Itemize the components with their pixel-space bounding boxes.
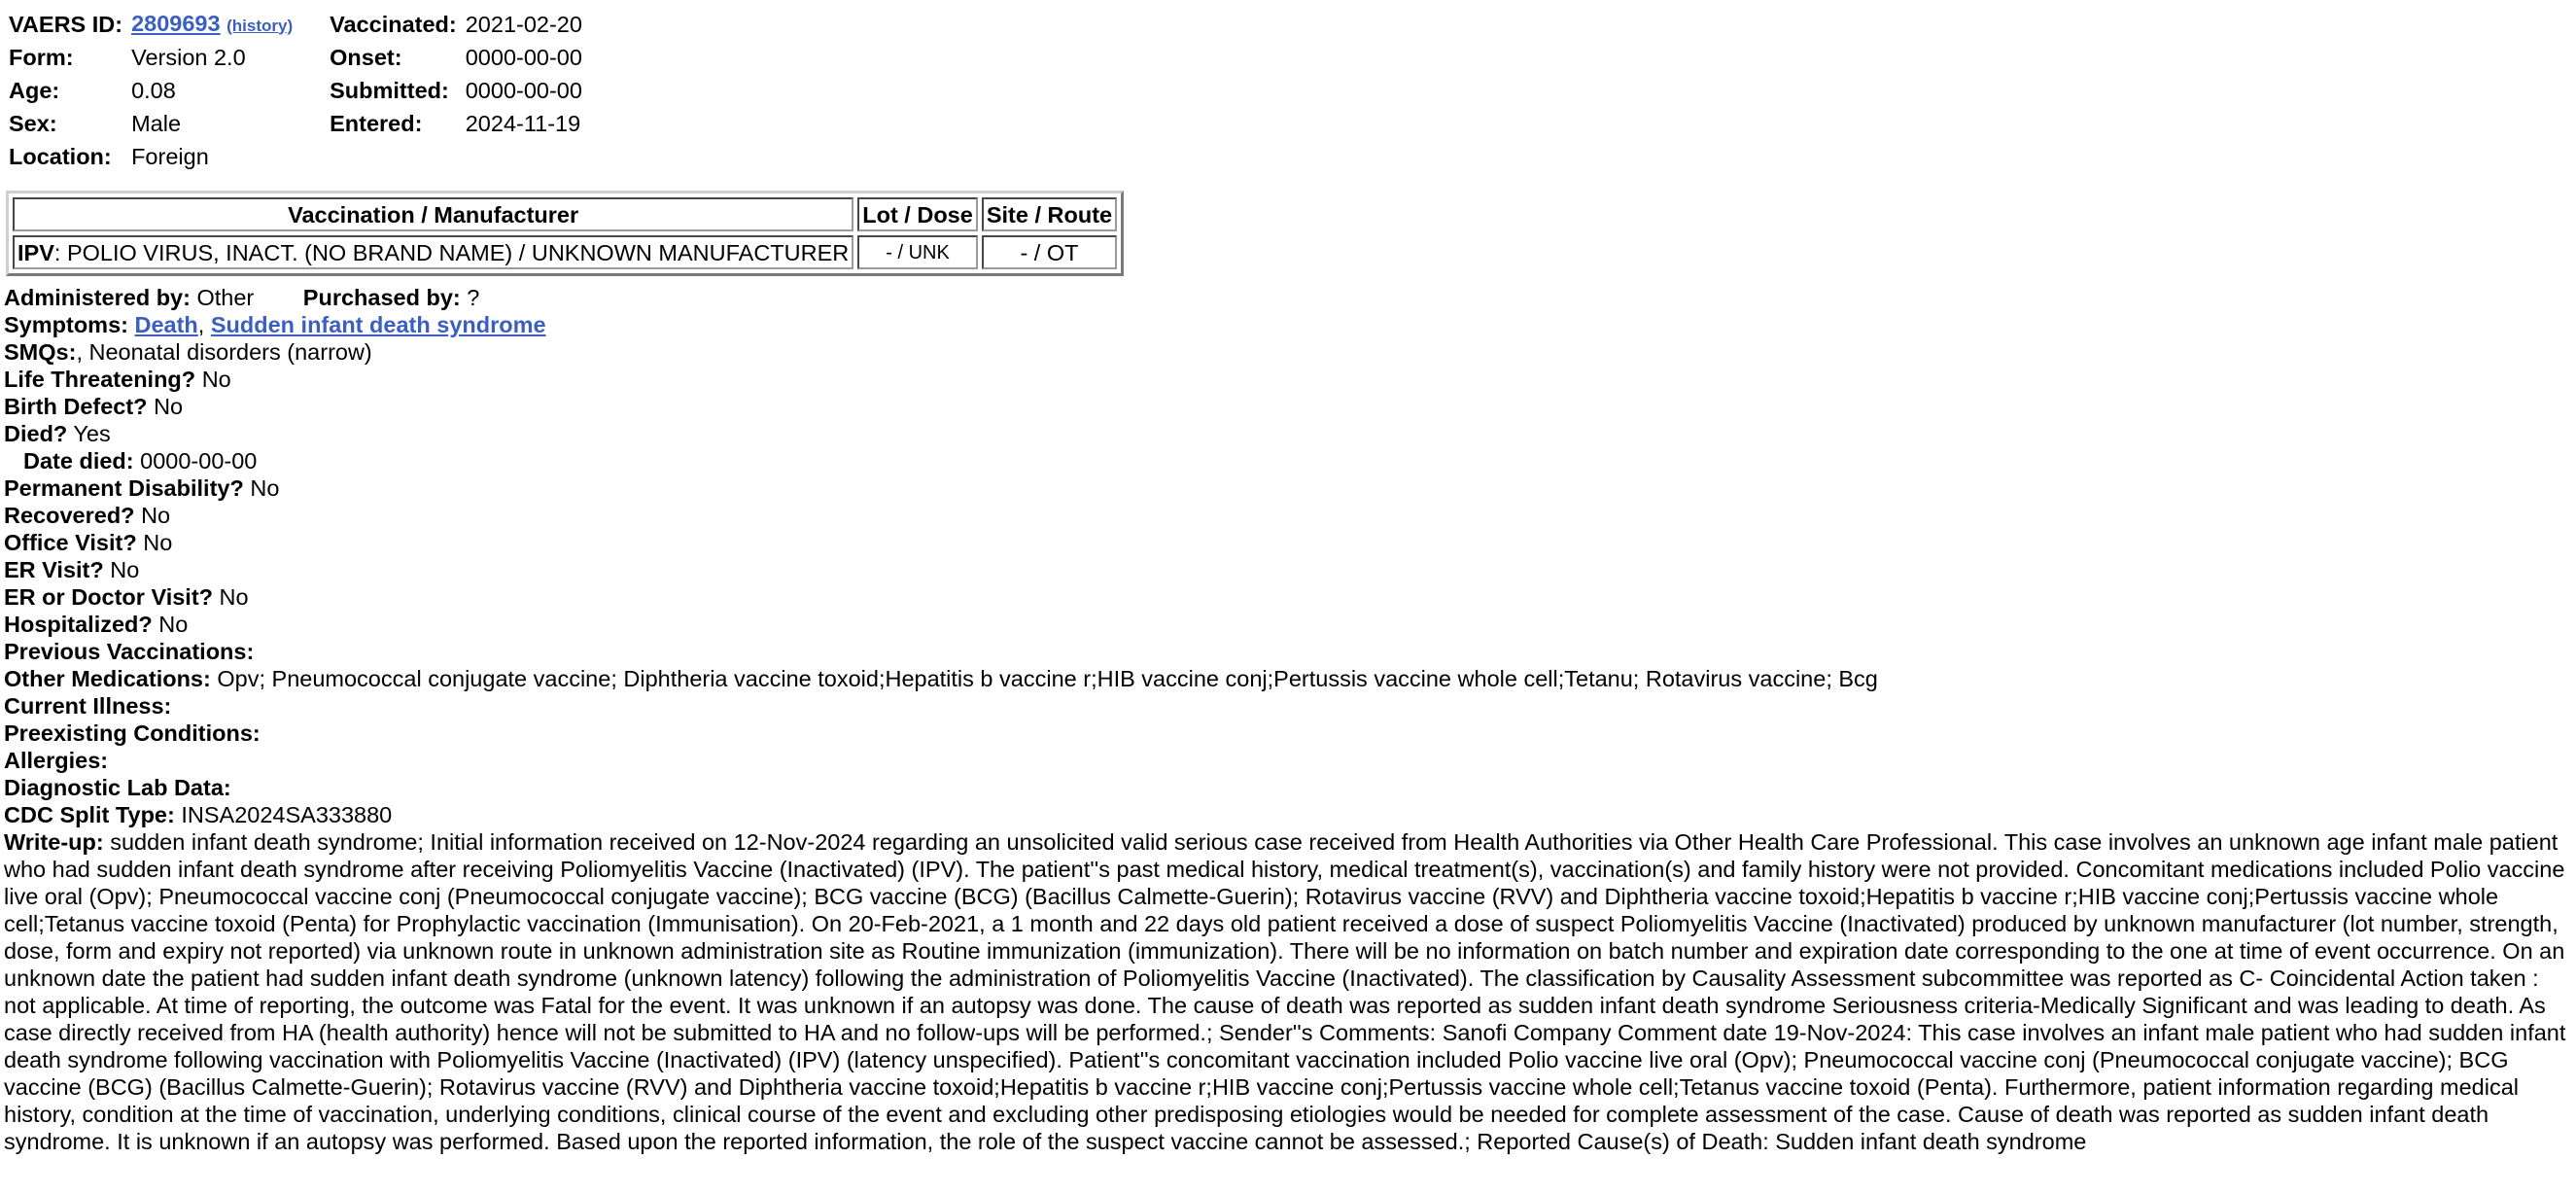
date-died-row <box>4 447 2570 474</box>
recovered-label: Recovered? <box>4 503 135 528</box>
onset-value: 0000-00-00 <box>465 45 582 70</box>
birth-defect-value: No <box>154 394 184 419</box>
purchased-label: Purchased by: <box>302 285 461 310</box>
vaccination-table-header <box>13 197 1117 231</box>
location-value: Foreign <box>131 144 209 169</box>
vaccine-description: : POLIO VIRUS, INACT. (NO BRAND NAME) / UNKNOWN MANUFACTURER <box>53 239 850 265</box>
office-visit-row <box>4 529 2570 556</box>
submitted-value: 0000-00-00 <box>465 78 582 103</box>
other-medications-label: Other Medications: <box>4 666 211 691</box>
col-vaccination-manufacturer: Vaccination / Manufacturer <box>13 197 853 231</box>
writeup-text: sudden infant death syndrome; Initial information received on 12-Nov-2024 regarding an unsolicited valid serious case received from Health Authorities via Other Health Care Professional. This case involves an unknown age infant male patient who had sudden infant death syndrome after receiving Poliomyelitis Vaccine (Inactivated) (IPV). The patient''s past medical history, medical treatment(s), vaccination(s) and family history were not provided. Concomitant medications included Polio vaccine live oral (Opv); Pneumococcal vaccine conj (Pneumococcal conjugate vaccine); BCG vaccine (BCG) (Bacillus Calmette-Guerin); Rotavirus vaccine (RVV) and Diphtheria vaccine toxoid;Hepatitis b vaccine r;HIB vaccine conj;Pertussis vaccine whole cell;Tetanus vaccine toxoid (Penta) for Prophylactic vaccination (Immunisation). On 20-Feb-2021, a 1 month and 22 days old patient received a dose of suspect Poliomyelitis Vaccine (Inactivated) produced by unknown manufacturer (lot number, strength, dose, form and expiry not reported) via unknown route in unknown administration site as Routine immunization (immunization). There will be no information on batch number and expiration date corresponding to the one at time of event occurrence. On an unknown date the patient had sudden infant death syndrome (unknown latency) following the administration of Poliomyelitis Vaccine (Inactivated). The classification by Causality Assessment subcommittee was reported as C- Coincidental Action taken : not applicable. At time of reporting, the outcome was Fatal for the event. It was unknown if an autopsy was done. The cause of death was reported as sudden infant death syndrome Seriousness criteria-Medically Significant and was leading to death. As case directly received from HA (health authority) hence will not be submitted to HA and no follow-ups will be performed.; Sender''s Comments: Sanofi Company Comment date 19-Nov-2024: This case involves an infant male patient who had sudden infant death syndrome following vaccination with Poliomyelitis Vaccine (Inactivated) (IPV) (latency unspecified). Patient''s concomitant vaccination included Polio vaccine live oral (Opv); Pneumococcal vaccine conj (Pneumococcal conjugate vaccine); BCG vaccine (BCG) (Bacillus Calmette-Guerin); Rotavirus vaccine (RVV) and Diphtheria vaccine toxoid;Hepatitis b vaccine r;HIB vaccine conj;Pertussis vaccine whole cell;Tetanus vaccine toxoid (Penta). Furthermore, patient information regarding medical history, condition at the time of vaccination, underlying conditions, clinical course of the event and excluding other predisposing etiologies would be needed for complete assessment of the case. Cause of death was reported as sudden infant death syndrome. It is unknown if an autopsy was performed. Based upon the reported information, the role of the suspect vaccine cannot be assessed.; Reported Cause(s) of Death: Sudden infant death syndrome <box>4 829 2566 1154</box>
writeup-block <box>4 828 2570 1155</box>
permanent-disability-value: No <box>250 475 280 501</box>
submitted-label: Submitted: <box>330 78 449 103</box>
symptom-sids-link[interactable]: Sudden infant death syndrome <box>210 312 546 337</box>
office-visit-label: Office Visit? <box>4 530 137 555</box>
diagnostic-lab-row <box>4 774 2570 801</box>
onset-label: Onset: <box>330 45 402 70</box>
cdc-split-type-label: CDC Split Type: <box>4 802 175 827</box>
date-died-label: Date died: <box>23 448 134 474</box>
recovered-row <box>4 502 2570 529</box>
hospitalized-row <box>4 611 2570 638</box>
writeup-label: Write-up: <box>4 829 104 855</box>
report-header <box>6 8 588 173</box>
current-illness-label: Current Illness: <box>4 693 172 719</box>
cdc-split-type-row <box>4 801 2570 828</box>
lot-dose-cell: - / UNK <box>857 235 978 269</box>
symptoms-label: Symptoms: <box>4 312 128 337</box>
er-doctor-visit-value: No <box>219 584 249 610</box>
previous-vaccinations-label: Previous Vaccinations: <box>4 639 255 664</box>
died-row <box>4 420 2570 447</box>
current-illness-row <box>4 692 2570 720</box>
form-value: Version 2.0 <box>131 45 246 70</box>
vaers-id-link[interactable]: 2809693 <box>131 10 221 36</box>
recovered-value: No <box>141 503 171 528</box>
location-label: Location: <box>9 144 112 169</box>
hospitalized-label: Hospitalized? <box>4 612 153 637</box>
history-link[interactable]: (history) <box>226 16 294 35</box>
died-value: Yes <box>73 421 111 446</box>
purchased-value: ? <box>467 285 480 310</box>
er-visit-label: ER Visit? <box>4 557 104 582</box>
life-threatening-label: Life Threatening? <box>4 367 196 392</box>
symptom-separator: , <box>197 312 205 337</box>
symptom-death-link[interactable]: Death <box>134 312 198 337</box>
cdc-split-type-value: INSA2024SA333880 <box>181 802 393 827</box>
sex-label: Sex: <box>9 111 57 136</box>
birth-defect-row <box>4 393 2570 420</box>
hospitalized-value: No <box>158 612 189 637</box>
allergies-row <box>4 747 2570 774</box>
er-visit-row <box>4 556 2570 583</box>
er-visit-value: No <box>110 557 140 582</box>
form-label: Form: <box>9 45 74 70</box>
sex-value: Male <box>131 111 182 136</box>
entered-value: 2024-11-19 <box>465 111 581 136</box>
life-threatening-row <box>4 366 2570 393</box>
other-medications-row <box>4 665 2570 692</box>
vaers-id-cell <box>128 8 298 41</box>
preexisting-conditions-label: Preexisting Conditions: <box>4 720 261 746</box>
age-value: 0.08 <box>131 78 176 103</box>
col-lot-dose: Lot / Dose <box>857 197 978 231</box>
vaers-id-label: VAERS ID: <box>9 12 123 37</box>
allergies-label: Allergies: <box>4 748 109 773</box>
vaccine-cell <box>13 235 853 269</box>
smqs-label: SMQs: <box>4 339 77 365</box>
entered-label: Entered: <box>330 111 423 136</box>
col-site-route: Site / Route <box>982 197 1117 231</box>
previous-vaccinations-row <box>4 638 2570 665</box>
other-medications-value: Opv; Pneumococcal conjugate vaccine; Diphtheria vaccine toxoid;Hepatitis b vaccine r;HIB vaccine conj;Pertussis vaccine whole cell;Tetanu; Rotavirus vaccine; Bcg <box>217 666 1878 691</box>
smqs-row <box>4 338 2570 366</box>
smqs-value: , Neonatal disorders (narrow) <box>76 339 372 365</box>
er-doctor-visit-label: ER or Doctor Visit? <box>4 584 214 610</box>
vaccination-table <box>6 191 1124 276</box>
office-visit-value: No <box>143 530 173 555</box>
report-details <box>4 284 2570 1155</box>
symptoms-row <box>4 311 2570 338</box>
preexisting-conditions-row <box>4 720 2570 747</box>
vaccinated-value: 2021-02-20 <box>465 12 582 37</box>
administered-row <box>4 284 2570 311</box>
administered-value: Other <box>196 285 255 310</box>
administered-label: Administered by: <box>4 285 191 310</box>
permanent-disability-label: Permanent Disability? <box>4 475 244 501</box>
date-died-value: 0000-00-00 <box>140 448 258 474</box>
table-row <box>13 235 1117 269</box>
permanent-disability-row <box>4 474 2570 502</box>
age-label: Age: <box>9 78 60 103</box>
died-label: Died? <box>4 421 68 446</box>
diagnostic-lab-label: Diagnostic Lab Data: <box>4 775 231 800</box>
life-threatening-value: No <box>201 367 231 392</box>
site-route-cell: - / OT <box>982 235 1117 269</box>
vaccinated-label: Vaccinated: <box>330 12 457 37</box>
vaccine-code: IPV <box>17 239 54 265</box>
birth-defect-label: Birth Defect? <box>4 394 148 419</box>
er-doctor-visit-row <box>4 583 2570 611</box>
